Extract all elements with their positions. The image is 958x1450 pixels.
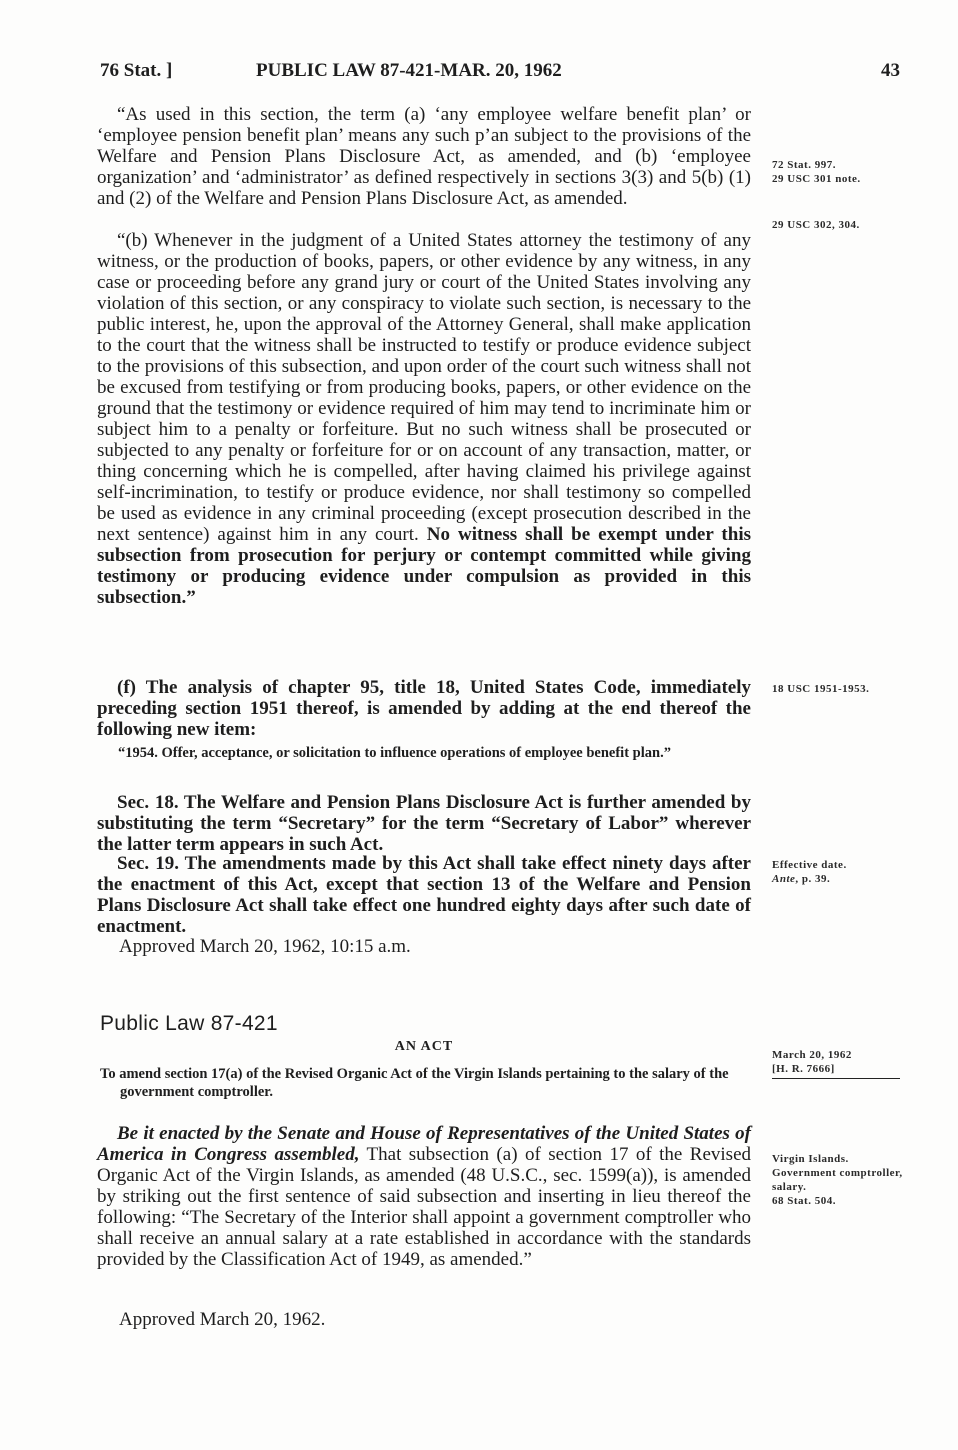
margin-note-6-line-2: Government comptroller, salary. bbox=[772, 1167, 903, 1193]
margin-note-18-usc-1951 bbox=[772, 682, 907, 696]
paragraph-b-bold-text: No witness shall be exempt under this subsection from prosecution for perjury or contempt committed while giving testimony or producing evidence under compulsion as provided in this subsection.” bbox=[97, 524, 752, 608]
margin-note-1-line-2: 29 USC 301 note. bbox=[772, 173, 861, 185]
paragraph-f-text: (f) The analysis of chapter 95, title 18, United States Code, immediately preceding section 1951 thereof, is amended by adding at the end thereof the following new item: bbox=[97, 677, 751, 740]
page-number: 43 bbox=[881, 60, 900, 81]
margin-note-5-line-1: March 20, 1962 bbox=[772, 1049, 852, 1061]
paragraph-f bbox=[97, 677, 751, 740]
margin-note-4-rest: , p. 39. bbox=[795, 873, 831, 885]
act-purpose: To amend section 17(a) of the Revised Organic Act of the Virgin Islands pertaining to the salary of the government comptroller. bbox=[100, 1066, 729, 1100]
paragraph-a-text: “As used in this section, the term (a) ‘any employee welfare benefit plan’ or ‘employee pension benefit plan’ means any such p’an subject to the provisions of the Welfare and Pension Plans Disclosure Act, as amended, and (b) ‘employee organization’ and ‘administrator’ as defined respectively in sections 3(3) and 5(b) (1) and (2) of the Welfare and Pension Plans Disclosure Act, as amended. bbox=[97, 104, 751, 209]
margin-note-29-usc-302 bbox=[772, 218, 907, 232]
margin-note-stat-997 bbox=[772, 158, 907, 186]
enacting-italic-text: Be it enacted by the Senate and House of Representatives of the United States of America in Congress assembled, bbox=[97, 1123, 751, 1165]
enacting-body-text: That subsection (a) of section 17 of the Revised Organic Act of the Virgin Islands, as amended (48 U.S.C., sec. 1599(a)), is amended by striking out the first sentence of said subsection and inserting in lieu thereof the following: “The Secretary of the Interior shall appoint a government comptroller who shall receive an annual salary at a rate established in accordance with the standards provided by the Classification Act of 1949, as amended.” bbox=[97, 1144, 752, 1270]
section-19 bbox=[97, 853, 751, 937]
margin-note-2-text: 29 USC 302, 304. bbox=[772, 219, 860, 231]
margin-note-5-line-2: [H. R. 7666] bbox=[772, 1063, 835, 1075]
margin-note-1-line-1: 72 Stat. 997. bbox=[772, 159, 836, 171]
header-stat: 76 Stat. ] bbox=[100, 60, 173, 81]
margin-note-6-line-1: Virgin Islands. bbox=[772, 1153, 849, 1165]
approval-2-text: Approved March 20, 1962. bbox=[119, 1309, 326, 1330]
page-header bbox=[100, 60, 900, 86]
paragraph-definitions bbox=[97, 104, 751, 209]
margin-note-date-bill bbox=[772, 1048, 900, 1079]
margin-note-rule bbox=[772, 1078, 900, 1079]
margin-note-6-line-3: 68 Stat. 504. bbox=[772, 1195, 836, 1207]
approval-line-2 bbox=[97, 1309, 751, 1330]
margin-note-effective-date bbox=[772, 858, 907, 886]
margin-note-4-italic: Ante bbox=[772, 873, 796, 885]
margin-note-3-text: 18 USC 1951-1953. bbox=[772, 683, 870, 695]
section-19-text: Sec. 19. The amendments made by this Act shall take effect ninety days after the enactment of this Act, except that section 13 of the Welfare and Pension Plans Disclosure Act shall take effect one hundred eighty days after such date of enactment. bbox=[97, 853, 751, 937]
enacting-clause bbox=[97, 1123, 751, 1270]
section-18 bbox=[97, 792, 751, 855]
margin-note-4-line-1: Effective date. bbox=[772, 859, 847, 871]
margin-note-virgin-islands bbox=[772, 1152, 907, 1208]
header-title: PUBLIC LAW 87-421-MAR. 20, 1962 bbox=[256, 60, 562, 81]
an-act-heading: AN ACT bbox=[394, 1039, 454, 1054]
paragraph-b bbox=[97, 230, 751, 608]
public-law-heading: Public Law 87-421 bbox=[100, 1012, 278, 1035]
approval-1-text: Approved March 20, 1962, 10:15 a.m. bbox=[119, 936, 411, 957]
section-18-text: Sec. 18. The Welfare and Pension Plans Disclosure Act is further amended by substituting the term “Secretary” for the term “Secretary of Labor” wherever the latter term appears in such Act. bbox=[97, 792, 751, 855]
paragraph-b-text: “(b) Whenever in the judgment of a United States attorney the testimony of any witness, or the production of books, papers, or other evidence by any witness, in any case or proceeding before any grand jury or court of the United States involving any violation of this section, or any conspiracy to violate such section, is necessary to the public interest, he, upon the approval of the Attorney General, shall make application to the court that the witness shall be instructed to testify or produce evidence subject to the provisions of this subsection, and upon order of the court such witness shall not be excused from testifying or from producing books, papers, or other evidence on the ground that the testimony or evidence required of him may tend to incriminate him or subject him to a penalty or forfeiture. But no such witness shall be prosecuted or subjected to any penalty or forfeiture for or on account of any transaction, matter, or thing concerning which he is compelled, after having claimed his privilege against self-incrimination, to testify or produce evidence, nor shall testimony so compelled be used as evidence in any criminal proceeding (except prosecution described in the next sentence) against him in any court. bbox=[97, 230, 751, 545]
new-item-1954: “1954. Offer, acceptance, or solicitation to influence operations of employee benefit plan.” bbox=[118, 745, 671, 761]
approval-line-1 bbox=[97, 936, 751, 957]
